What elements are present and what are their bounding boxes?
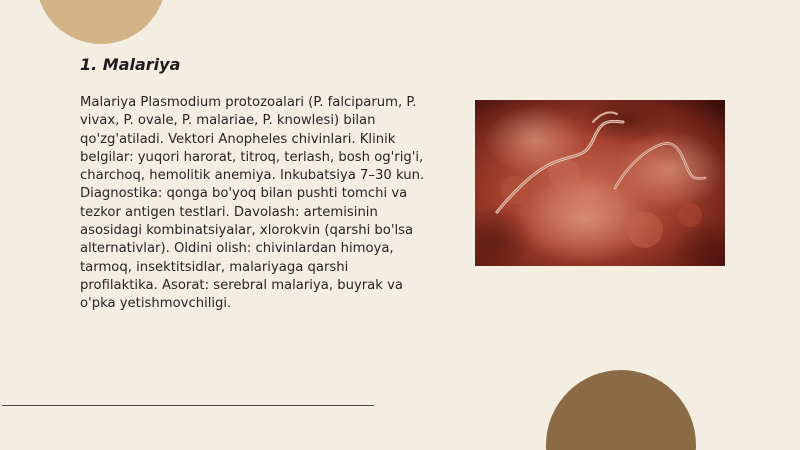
decorative-circle-bottom xyxy=(546,370,696,450)
horizontal-divider xyxy=(2,405,374,406)
slide-title: 1. Malariya xyxy=(80,55,181,74)
decorative-circle-top xyxy=(36,0,166,44)
parasite-micrograph-image xyxy=(475,100,725,266)
slide-body-text: Malariya Plasmodium protozoalari (P. falciparum, P. vivax, P. ovale, P. malariae, P. knowlesi) bilan qo'zg'atiladi. Vektori Anopheles chivinlari. Klinik belgilar: yuqori harorat, titroq, terlash, bosh og'rig'i, charchoq, hemolitik anemiya. Inkubatsiya 7–30 kun. Diagnostika: qonga bo'yoq bilan pushti tomchi va tezkor antigen testlari. Davolash: artemisinin asosidagi kombinatsiyalar, xlorokvin (qarshi bo'lsa alternativlar). Oldini olish: chivinlardan himoya, tarmoq, insektitsidlar, malariyaga qarshi profilaktika. Asorat: serebral malariya, buyrak va o'pka yetishmovchiligi. xyxy=(80,95,425,312)
